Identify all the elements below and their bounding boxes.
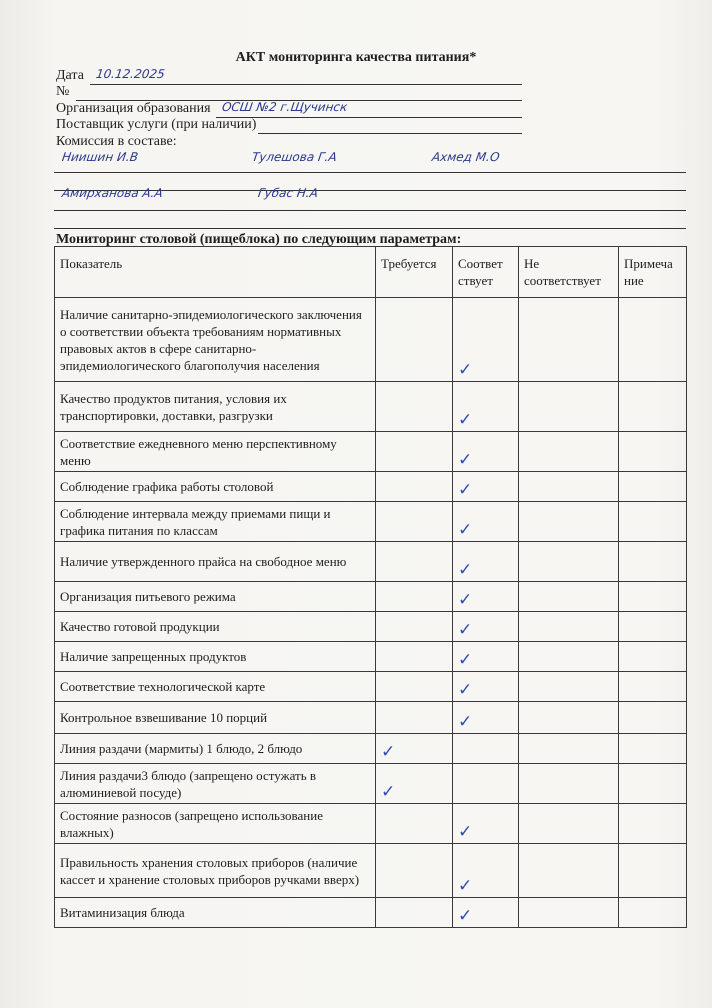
check-mark-icon: ✓ [458, 590, 473, 610]
complies-cell [453, 642, 519, 672]
required-cell [376, 382, 453, 432]
required-cell [376, 582, 453, 612]
not-complies-cell [519, 582, 619, 612]
column-header-required: Требуется [376, 247, 453, 298]
required-cell [376, 612, 453, 642]
check-mark-icon: ✓ [458, 560, 473, 580]
complies-cell [453, 898, 519, 928]
check-mark-icon: ✓ [458, 410, 473, 430]
required-cell [376, 298, 453, 382]
commission-member: Амирханова А.А [61, 186, 164, 200]
column-header-indicator: Показатель [55, 247, 376, 298]
table-header-row [55, 247, 687, 298]
note-cell [619, 804, 687, 844]
commission-member: Ниишин И.В [61, 150, 140, 164]
complies-cell [453, 432, 519, 472]
required-cell [376, 764, 453, 804]
org-rule [216, 117, 522, 118]
required-cell [376, 472, 453, 502]
check-mark-icon: ✓ [458, 906, 473, 926]
commission-rule-3 [54, 210, 686, 211]
note-cell [619, 432, 687, 472]
complies-cell [453, 672, 519, 702]
required-cell [376, 432, 453, 472]
table-row [55, 672, 687, 702]
table-row [55, 642, 687, 672]
check-mark-icon: ✓ [381, 742, 396, 762]
not-complies-cell [519, 542, 619, 582]
indicator-cell: Соблюдение графика работы столовой [55, 472, 376, 502]
check-mark-icon: ✓ [458, 680, 473, 700]
indicator-cell: Наличие утвержденного прайса на свободное меню [55, 542, 376, 582]
indicator-cell: Соответствие технологической карте [55, 672, 376, 702]
table-row [55, 382, 687, 432]
required-cell [376, 898, 453, 928]
required-cell [376, 502, 453, 542]
column-header-complies: Соответ ствует [453, 247, 519, 298]
supplier-label: Поставщик услуги (при наличии) [56, 117, 257, 132]
commission-rule-1 [54, 172, 686, 173]
note-cell [619, 642, 687, 672]
complies-cell [453, 844, 519, 898]
not-complies-cell [519, 804, 619, 844]
note-cell [619, 472, 687, 502]
not-complies-cell [519, 734, 619, 764]
required-cell [376, 702, 453, 734]
table-row [55, 472, 687, 502]
check-mark-icon: ✓ [458, 822, 473, 842]
check-mark-icon: ✓ [381, 782, 396, 802]
not-complies-cell [519, 612, 619, 642]
indicator-cell: Контрольное взвешивание 10 порций [55, 702, 376, 734]
check-mark-icon: ✓ [458, 650, 473, 670]
complies-cell [453, 804, 519, 844]
complies-cell [453, 702, 519, 734]
commission-rule-4 [54, 228, 686, 229]
indicator-cell: Состояние разносов (запрещено использование влажных) [55, 804, 376, 844]
not-complies-cell [519, 764, 619, 804]
check-mark-icon: ✓ [458, 876, 473, 896]
not-complies-cell [519, 472, 619, 502]
note-cell [619, 502, 687, 542]
check-mark-icon: ✓ [458, 480, 473, 500]
table-row [55, 734, 687, 764]
note-cell [619, 672, 687, 702]
table-row [55, 432, 687, 472]
table-row [55, 702, 687, 734]
table-row [55, 582, 687, 612]
note-cell [619, 298, 687, 382]
commission-member: Тулешова Г.А [251, 150, 338, 164]
org-value: ОСШ №2 г.Щучинск [221, 100, 349, 114]
table-row [55, 898, 687, 928]
commission-label: Комиссия в составе: [56, 134, 177, 149]
indicator-cell: Правильность хранения столовых приборов (наличие кассет и хранение столовых приборов ручками вверх) [55, 844, 376, 898]
check-mark-icon: ✓ [458, 712, 473, 732]
note-cell [619, 764, 687, 804]
note-cell [619, 734, 687, 764]
table-row [55, 804, 687, 844]
not-complies-cell [519, 844, 619, 898]
table-row [55, 542, 687, 582]
org-label: Организация образования [56, 101, 211, 116]
document-title: АКТ мониторинга качества питания* [235, 50, 477, 65]
note-cell [619, 382, 687, 432]
check-mark-icon: ✓ [458, 520, 473, 540]
date-label: Дата [56, 68, 84, 83]
required-cell [376, 844, 453, 898]
indicator-cell: Наличие запрещенных продуктов [55, 642, 376, 672]
not-complies-cell [519, 502, 619, 542]
complies-cell [453, 382, 519, 432]
commission-member: Губас Н.А [257, 186, 319, 200]
indicator-cell: Качество готовой продукции [55, 612, 376, 642]
not-complies-cell [519, 382, 619, 432]
table-row [55, 502, 687, 542]
note-cell [619, 542, 687, 582]
complies-cell [453, 542, 519, 582]
not-complies-cell [519, 432, 619, 472]
number-label: № [56, 84, 70, 99]
monitoring-heading: Мониторинг столовой (пищеблока) по следующим параметрам: [56, 232, 462, 247]
note-cell [619, 844, 687, 898]
indicator-cell: Организация питьевого режима [55, 582, 376, 612]
complies-cell [453, 764, 519, 804]
note-cell [619, 582, 687, 612]
required-cell [376, 542, 453, 582]
not-complies-cell [519, 898, 619, 928]
table-row [55, 612, 687, 642]
date-rule [90, 84, 522, 85]
column-header-note: Примеча ние [619, 247, 687, 298]
table-row [55, 764, 687, 804]
date-value: 10.12.2025 [95, 67, 166, 81]
monitoring-table [54, 246, 687, 928]
not-complies-cell [519, 672, 619, 702]
table-row [55, 844, 687, 898]
indicator-cell: Витаминизация блюда [55, 898, 376, 928]
table-row [55, 298, 687, 382]
complies-cell [453, 612, 519, 642]
indicator-cell: Соблюдение интервала между приемами пищи и графика питания по классам [55, 502, 376, 542]
required-cell [376, 804, 453, 844]
complies-cell [453, 734, 519, 764]
column-header-not-complies: Не соответствует [519, 247, 619, 298]
required-cell [376, 672, 453, 702]
check-mark-icon: ✓ [458, 450, 473, 470]
indicator-cell: Линия раздачи (мармиты) 1 блюдо, 2 блюдо [55, 734, 376, 764]
required-cell [376, 642, 453, 672]
complies-cell [453, 502, 519, 542]
check-mark-icon: ✓ [458, 620, 473, 640]
commission-member: Ахмед М.О [431, 150, 501, 164]
not-complies-cell [519, 642, 619, 672]
note-cell [619, 898, 687, 928]
not-complies-cell [519, 702, 619, 734]
note-cell [619, 702, 687, 734]
indicator-cell: Наличие санитарно-эпидемиологического заключения о соответствии объекта требованиям нормативных правовых актов в сфере санитарно-эпидемиологического благополучия населения [55, 298, 376, 382]
check-mark-icon: ✓ [458, 360, 473, 380]
complies-cell [453, 298, 519, 382]
supplier-rule [258, 133, 522, 134]
indicator-cell: Линия раздачи3 блюдо (запрещено остужать в алюминиевой посуде) [55, 764, 376, 804]
note-cell [619, 612, 687, 642]
indicator-cell: Соответствие ежедневного меню перспективному меню [55, 432, 376, 472]
indicator-cell: Качество продуктов питания, условия их транспортировки, доставки, разгрузки [55, 382, 376, 432]
complies-cell [453, 582, 519, 612]
not-complies-cell [519, 298, 619, 382]
complies-cell [453, 472, 519, 502]
required-cell [376, 734, 453, 764]
